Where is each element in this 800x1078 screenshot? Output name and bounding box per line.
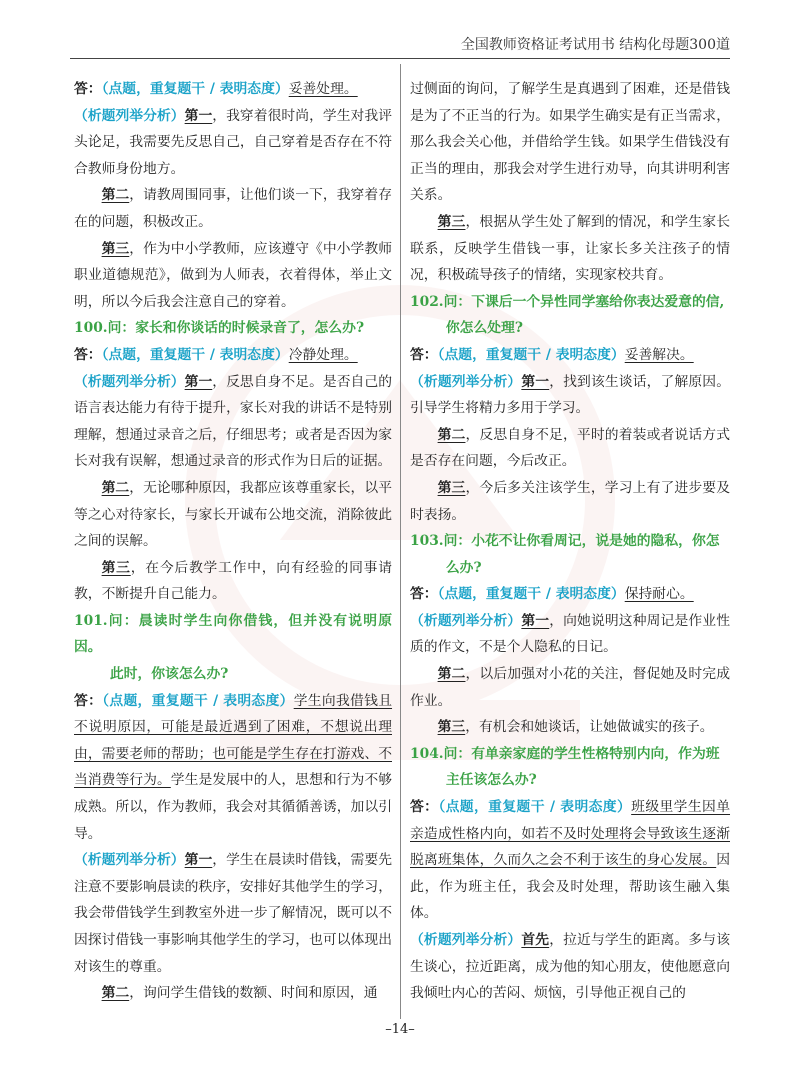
answer-103-third: 第三，有机会和她谈话，让她做诚实的孩子。 <box>437 719 714 736</box>
answer-99-lead: 答：（点题，重复题干 / 表明态度）妥善处理。 <box>74 81 358 97</box>
answer-102-second: 第二，反思自身不足，平时的着装或者说话方式是否存在问题，今后改正。 <box>410 426 731 470</box>
question-102: 102.问：下课后一个异性同学塞给你表达爱意的信, 你怎么处理? <box>410 293 725 337</box>
answer-102-third: 第三，今后多关注该学生，学习上有了进步要及时表扬。 <box>410 479 731 523</box>
answer-104-first: （析题列举分析）首先，拉近与学生的距离。多与该生谈心，拉近距离，成为他的知心朋友，使他愿意向我倾吐内心的苦闷、烦恼，引导他正视自己的 <box>410 932 731 1002</box>
left-column <box>74 76 392 1007</box>
answer-100-first: （析题列举分析）第一，反思自身不足。是否自己的语言表达能力有待于提升，家长对我的讲话不是特别理解，想通过录音之后，仔细思考；或者是否因为家长对我有误解，想通过录音的形式作为日后的证据。 <box>74 373 393 470</box>
answer-103-second: 第二，以后加强对小花的关注，督促她及时完成作业。 <box>410 666 731 709</box>
answer-99-second: 第二，请教周围同事，让他们谈一下，我穿着存在的问题，积极改正。 <box>74 187 393 230</box>
answer-99-first: （析题列举分析）第一，我穿着很时尚，学生对我评头论足，我需要先反思自己，自己穿着是否存在不符合教师身份地方。 <box>74 107 393 177</box>
header-rule <box>70 58 730 59</box>
answer-104-lead: 答：（点题，重复题干 / 表明态度）班级里学生因单亲造成性格内向，如若不及时处理将会导致该生逐渐脱离班集体，久而久之会不利于该生的身心发展。因此，作为班主任，我会及时处理，帮助该生融入集体。 <box>410 799 731 922</box>
page-header: 全国教师资格证考试用书 结构化母题300道 <box>460 37 730 53</box>
answer-102-first: （析题列举分析）第一，找到该生谈话，了解原因。引导学生将精力多用于学习。 <box>410 373 731 417</box>
answer-102-lead: 答：（点题，重复题干 / 表明态度）妥善解决。 <box>410 346 694 363</box>
answer-99-third: 第三，作为中小学教师，应该遵守《中小学教师职业道德规范》，做到为人师表，衣着得体，举止文明，所以今后我会注意自己的穿着。 <box>74 240 393 310</box>
right-column <box>410 76 730 1007</box>
page-number: –14– <box>385 1022 415 1037</box>
answer-101-first: （析题列举分析）第一，学生在晨读时借钱，需要先注意不要影响晨读的秩序，安排好其他学生的学习，我会带借钱学生到教室外进一步了解情况，既可以不因探讨借钱一事影响其他学生的学习，也可以体现出对该生的尊重。 <box>74 852 393 975</box>
question-100: 100.问：家长和你谈话的时候录音了，怎么办? <box>74 320 365 337</box>
answer-101-second-cont: 过侧面的询问，了解学生是真遇到了困难，还是借钱是为了不正当的行为。如果学生确实是有正当需求，那么我会关心他，并借给学生钱。如果学生借钱没有正当的理由，那我会对学生进行劝导，向其讲明利害关系。 <box>410 81 730 204</box>
question-101: 101.问：晨读时学生向你借钱，但并没有说明原因。 此时，你该怎么办? <box>74 612 392 683</box>
question-103: 103.问：小花不让你看周记，说是她的隐私，你怎 么办? <box>410 533 720 576</box>
answer-101-second: 第二，询问学生借钱的数额、时间和原因，通 <box>101 985 378 1002</box>
answer-101-third: 第三，根据从学生处了解到的情况，和学生家长联系，反映学生借钱一事，让家长多关注孩子的情况，积极疏导孩子的情绪，实现家校共育。 <box>410 213 731 284</box>
answer-100-third: 第三，在今后教学工作中，向有经验的同事请教，不断提升自己能力。 <box>74 559 393 603</box>
answer-103-lead: 答：（点题，重复题干 / 表明态度）保持耐心。 <box>410 586 694 603</box>
question-104: 104.问：有单亲家庭的学生性格特别内向，作为班 主任该怎么办? <box>410 745 720 789</box>
answer-100-lead: 答：（点题，重复题干 / 表明态度）冷静处理。 <box>74 346 358 363</box>
answer-101-lead: 答：（点题，重复题干 / 表明态度）学生向我借钱且不说明原因，可能是最近遇到了困难，不想说出理由，需要老师的帮助；也可能是学生存在打游戏、不当消费等行为。学生是发展中的人，思想和行为不够成熟。所以，作为教师，我会对其循循善诱，加以引导。 <box>74 692 393 842</box>
answer-100-second: 第二，无论哪种原因，我都应该尊重家长，以平等之心对待家长，与家长开诚布公地交流，消除彼此之间的误解。 <box>74 479 393 550</box>
column-divider <box>400 64 401 1019</box>
answer-103-first: （析题列举分析）第一，向她说明这种周记是作业性质的作文，不是个人隐私的日记。 <box>410 612 731 656</box>
